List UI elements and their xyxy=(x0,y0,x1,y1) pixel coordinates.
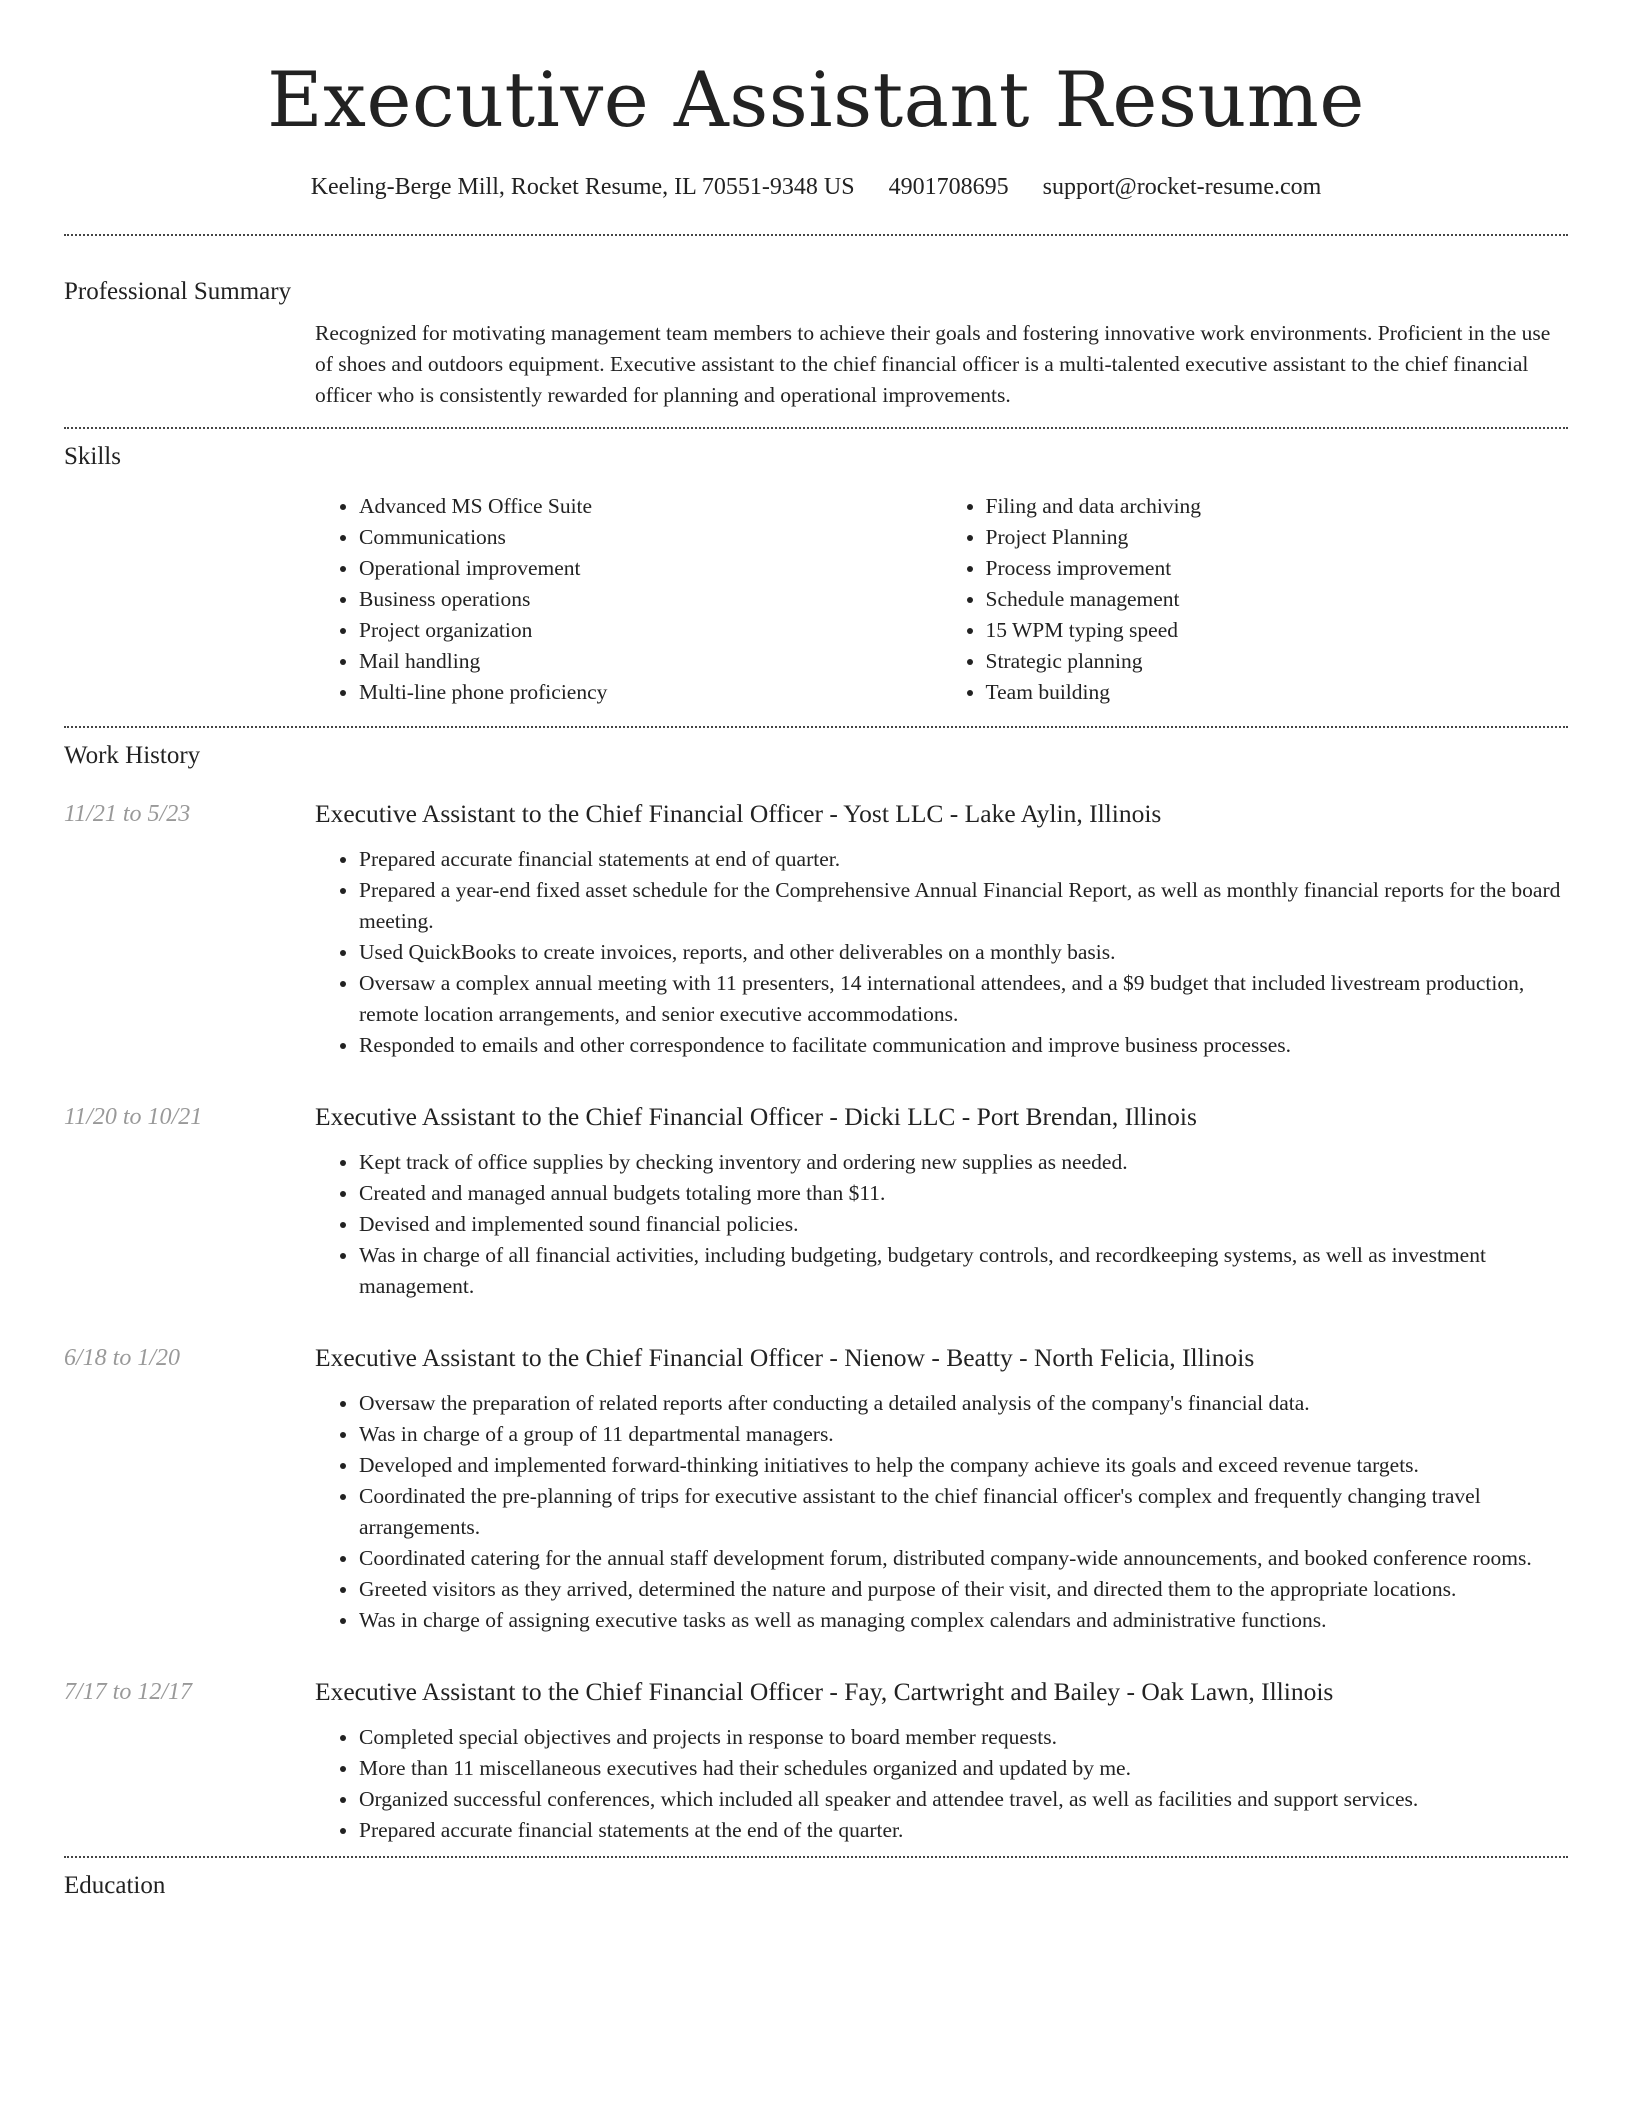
job-entry xyxy=(64,1676,1568,1846)
skill-item: • Operational improvement xyxy=(359,553,942,584)
job-bullets xyxy=(315,1722,1568,1846)
section-title-skills: Skills xyxy=(64,443,121,470)
job-bullet: • Used QuickBooks to create invoices, reports, and other deliverables on a monthly basis. xyxy=(359,937,1568,968)
summary-section xyxy=(64,276,1568,411)
job-bullet: • Coordinated the pre-planning of trips for executive assistant to the chief financial officer's complex and frequently changing travel arrangements. xyxy=(359,1481,1568,1543)
job-bullet: • Kept track of office supplies by checking inventory and ordering new supplies as needed. xyxy=(359,1147,1568,1178)
contact-address: Keeling-Berge Mill, Rocket Resume, IL 70551-9348 US xyxy=(310,174,855,200)
job-title: Executive Assistant to the Chief Financial Officer - Nienow - Beatty - North Felicia, Illinois xyxy=(315,1343,1255,1372)
skill-item: • Advanced MS Office Suite xyxy=(359,491,942,522)
job-bullet: • Responded to emails and other correspondence to facilitate communication and improve business processes. xyxy=(359,1030,1568,1061)
job-bullet: • Prepared a year-end fixed asset schedule for the Comprehensive Annual Financial Report, as well as monthly financial reports for the board meeting. xyxy=(359,875,1568,937)
summary-text: Recognized for motivating management team members to achieve their goals and fostering innovative work environments. Proficient in the use of shoes and outdoors equipment. Executive assistant to the chief financial officer is a multi-talented executive assistant to the chief financial officer who is consistently rewarded for planning and operational improvements. xyxy=(315,321,1551,407)
job-bullet: • Prepared accurate financial statements at the end of the quarter. xyxy=(359,1815,1568,1846)
job-bullets xyxy=(315,844,1568,1061)
job-bullets xyxy=(315,1388,1568,1636)
work-section xyxy=(64,740,1568,1846)
job-entry xyxy=(64,1342,1568,1636)
job-bullet: • Developed and implemented forward-thinking initiatives to help the company achieve its goals and exceed revenue targets. xyxy=(359,1450,1568,1481)
skills-columns xyxy=(315,491,1568,708)
job-bullet: • Was in charge of a group of 11 departmental managers. xyxy=(359,1419,1568,1450)
job-date: 11/21 to 5/23 xyxy=(64,801,191,827)
job-entry xyxy=(64,798,1568,1061)
contact-line xyxy=(64,170,1568,204)
section-title-education: Education xyxy=(64,1872,166,1899)
skill-item: • Team building xyxy=(986,677,1569,708)
job-bullet: • Created and managed annual budgets totaling more than $11. xyxy=(359,1178,1568,1209)
job-bullet: • Prepared accurate financial statements at end of quarter. xyxy=(359,844,1568,875)
job-bullet: • Greeted visitors as they arrived, determined the nature and purpose of their visit, and directed them to the appropriate locations. xyxy=(359,1574,1568,1605)
section-title-summary: Professional Summary xyxy=(64,278,292,305)
job-bullet: • Was in charge of assigning executive tasks as well as managing complex calendars and administrative functions. xyxy=(359,1605,1568,1636)
job-date: 6/18 to 1/20 xyxy=(64,1345,181,1371)
skill-item: • Project organization xyxy=(359,615,942,646)
job-bullet: • Completed special objectives and projects in response to board member requests. xyxy=(359,1722,1568,1753)
job-title: Executive Assistant to the Chief Financial Officer - Fay, Cartwright and Bailey - Oak Lawn, Illinois xyxy=(315,1677,1334,1706)
skills-list-right xyxy=(942,491,1569,708)
job-bullet: • Coordinated catering for the annual staff development forum, distributed company-wide announcements, and booked conference rooms. xyxy=(359,1543,1568,1574)
job-bullet: • Oversaw the preparation of related reports after conducting a detailed analysis of the company's financial data. xyxy=(359,1388,1568,1419)
job-title: Executive Assistant to the Chief Financial Officer - Yost LLC - Lake Aylin, Illinois xyxy=(315,799,1162,828)
job-entry xyxy=(64,1101,1568,1302)
skills-section xyxy=(64,441,1568,708)
divider xyxy=(64,427,1568,429)
skill-item: • Multi-line phone proficiency xyxy=(359,677,942,708)
job-bullet: • Devised and implemented sound financial policies. xyxy=(359,1209,1568,1240)
contact-phone: 4901708695 xyxy=(888,174,1009,200)
skill-item: • Project Planning xyxy=(986,522,1569,553)
contact-email: support@rocket-resume.com xyxy=(1042,174,1322,200)
job-title: Executive Assistant to the Chief Financial Officer - Dicki LLC - Port Brendan, Illinois xyxy=(315,1102,1197,1131)
job-details xyxy=(315,798,1568,1061)
job-date: 11/20 to 10/21 xyxy=(64,1104,203,1130)
skill-item: • Mail handling xyxy=(359,646,942,677)
section-title-work: Work History xyxy=(64,742,201,769)
skill-item: • Business operations xyxy=(359,584,942,615)
job-details xyxy=(315,1342,1568,1636)
job-list xyxy=(64,798,1568,1846)
job-bullet: • Was in charge of all financial activities, including budgeting, budgetary controls, and recordkeeping systems, as well as investment management. xyxy=(359,1240,1568,1302)
education-section xyxy=(64,1870,1568,1902)
skill-item: • Process improvement xyxy=(986,553,1569,584)
divider xyxy=(64,1856,1568,1858)
skill-item: • Filing and data archiving xyxy=(986,491,1569,522)
job-details xyxy=(315,1101,1568,1302)
divider xyxy=(64,726,1568,728)
skill-item: • 15 WPM typing speed xyxy=(986,615,1569,646)
skill-item: • Schedule management xyxy=(986,584,1569,615)
skill-item: • Strategic planning xyxy=(986,646,1569,677)
page-title: Executive Assistant Resume xyxy=(267,55,1365,144)
job-bullet: • Organized successful conferences, which included all speaker and attendee travel, as well as facilities and support services. xyxy=(359,1784,1568,1815)
divider xyxy=(64,234,1568,236)
job-bullet: • Oversaw a complex annual meeting with 11 presenters, 14 international attendees, and a $9 budget that included livestream production, remote location arrangements, and senior executive accommodations. xyxy=(359,968,1568,1030)
job-date: 7/17 to 12/17 xyxy=(64,1679,193,1705)
skill-item: • Communications xyxy=(359,522,942,553)
job-bullet: • More than 11 miscellaneous executives had their schedules organized and updated by me. xyxy=(359,1753,1568,1784)
skills-list-left xyxy=(315,491,942,708)
job-details xyxy=(315,1676,1568,1846)
job-bullets xyxy=(315,1147,1568,1302)
